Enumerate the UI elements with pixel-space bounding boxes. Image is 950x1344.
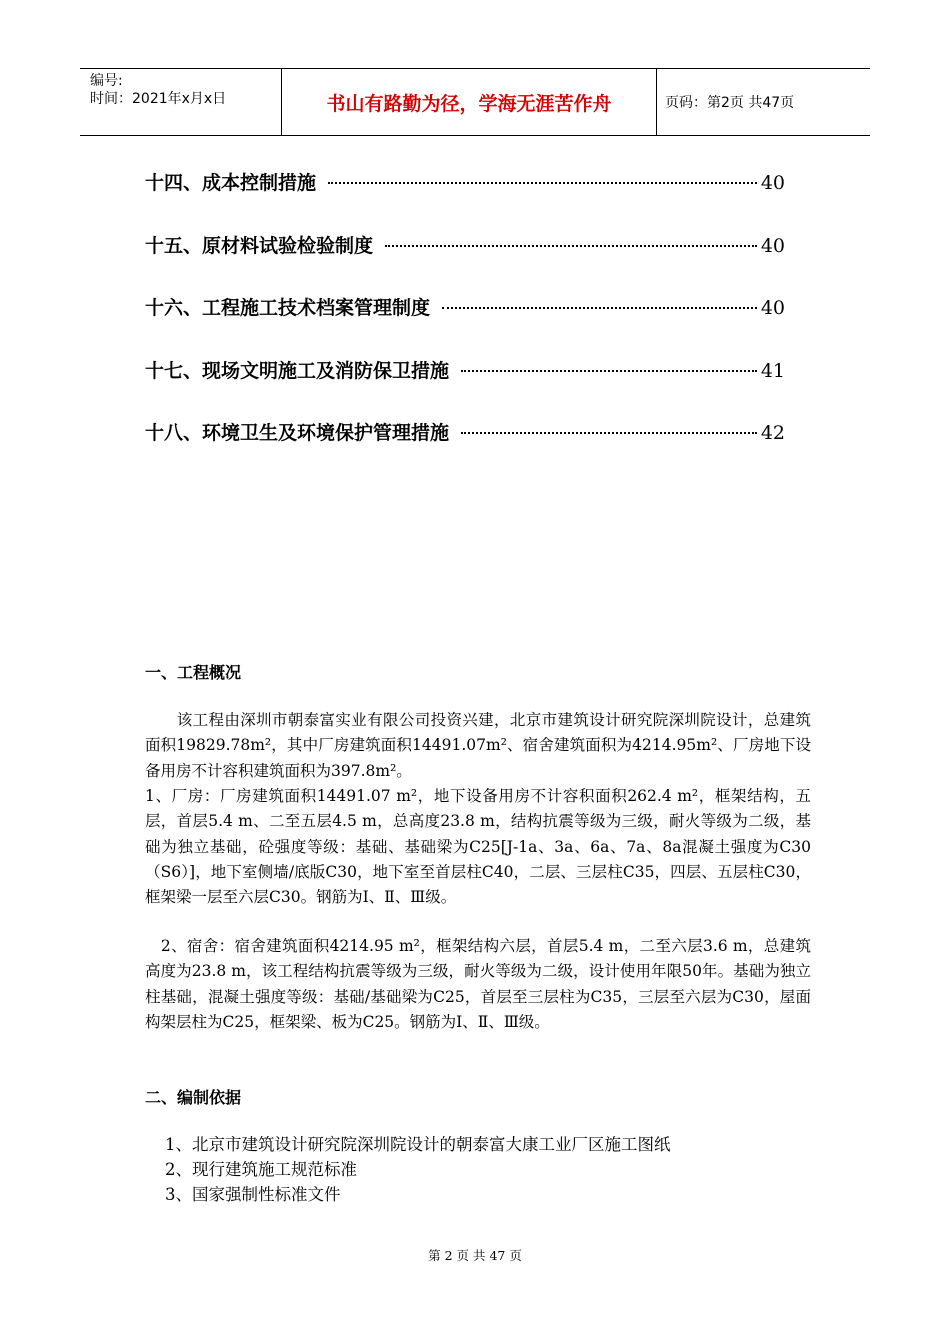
overview-dormitory-paragraph: 2、宿舍：宿舍建筑面积4214.95 m²，框架结构六层，首层5.4 m，二至六层3.6 m，总建筑高度为23.8 m，该工程结构抗震等级为三级，耐火等级为二级，设计使用年限50年。基础为独立柱基础，混凝土强度等级：基础/基础梁为C25，首层至三层柱为C35，三层至六层为C30，屋面构架层柱为C25，框架梁、板为C25。钢筋为Ⅰ、Ⅱ、Ⅲ级。	[145, 937, 811, 1031]
time-label: 时间：2021年x月x日	[90, 91, 227, 107]
toc-entry[interactable]	[145, 356, 785, 419]
header-motto: 书山有路勤为径，学海无涯苦作舟	[282, 69, 657, 135]
list-item: 2、现行建筑施工规范标准	[165, 1160, 357, 1179]
toc-entry[interactable]	[145, 293, 785, 356]
toc-leader	[461, 432, 757, 434]
toc-entry-title: 十八、环境卫生及环境保护管理措施	[145, 422, 450, 444]
toc-entry-title: 十四、成本控制措施	[145, 172, 317, 194]
toc-entry-page: 40	[760, 297, 785, 319]
toc-entry-title: 十七、现场文明施工及消防保卫措施	[145, 359, 450, 382]
overview-paragraph: 该工程由深圳市朝泰富实业有限公司投资兴建，北京市建筑设计研究院深圳院设计，总建筑面积19829.78m²，其中厂房建筑面积14491.07m²、宿舍建筑面积为4214.95m²、厂房地下设备用房不计容积建筑面积为397.8m²。	[145, 711, 811, 780]
basis-list	[165, 1132, 671, 1207]
table-of-contents	[145, 168, 785, 481]
toc-entry[interactable]	[145, 231, 785, 294]
toc-entry-page: 42	[760, 422, 785, 444]
toc-entry-title: 十六、工程施工技术档案管理制度	[145, 297, 431, 319]
toc-leader	[385, 245, 757, 247]
page-header	[80, 68, 870, 136]
header-page-info: 页码：第2页 共47页	[665, 95, 795, 111]
code-label: 编号:	[90, 73, 123, 89]
list-item: 3、国家强制性标准文件	[165, 1185, 341, 1204]
toc-leader	[461, 370, 757, 372]
list-item: 1、北京市建筑设计研究院深圳院设计的朝泰富大康工业厂区施工图纸	[165, 1135, 671, 1154]
toc-leader	[328, 182, 757, 184]
toc-entry-page: 40	[760, 172, 785, 194]
toc-entry[interactable]	[145, 418, 785, 481]
toc-entry-page: 40	[760, 234, 785, 257]
toc-entry-title: 十五、原材料试验检验制度	[145, 234, 374, 257]
toc-leader	[442, 307, 757, 309]
toc-entry[interactable]	[145, 168, 785, 231]
overview-factory-paragraph: 1、厂房：厂房建筑面积14491.07 m²，地下设备用房不计容积面积262.4 m²，框架结构，五层，首层5.4 m、二至五层4.5 m，总高度23.8 m，结构抗震等级为三级，耐火等级为二级，基础为独立基础，砼强度等级：基础、基础梁为C25[J-1a、3a、6a、7a、8a混凝土强度为C30（S6）]，地下室侧墙/底版C30，地下室至首层柱C40，二层、三层柱C35，四层、五层柱C30，框架梁一层至六层C30。钢筋为Ⅰ、Ⅱ、Ⅲ级。	[145, 787, 811, 907]
page-footer: 第 2 页 共 47 页	[428, 1248, 522, 1263]
section-heading-overview: 一、工程概况	[145, 663, 242, 682]
section-heading-basis: 二、编制依据	[145, 1088, 242, 1107]
header-meta	[80, 69, 282, 135]
toc-entry-page: 41	[760, 359, 785, 382]
